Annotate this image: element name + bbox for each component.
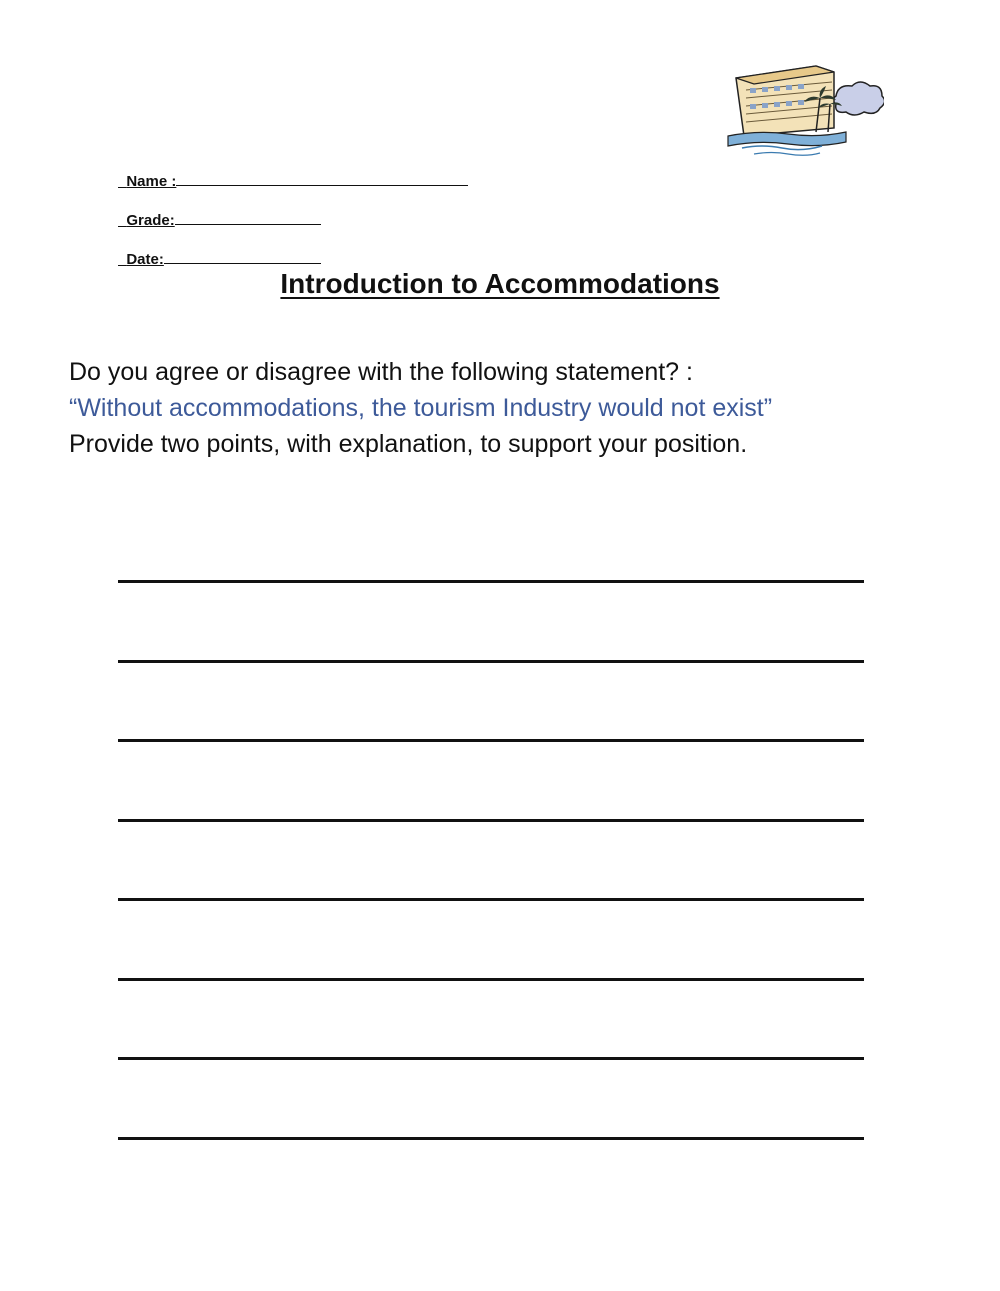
name-field	[118, 154, 468, 190]
date-blank[interactable]	[164, 249, 321, 264]
date-field	[118, 232, 321, 268]
prompt-quote: “Without accommodations, the tourism Industry would not exist”	[69, 394, 773, 422]
hotel-building-icon	[724, 58, 884, 158]
grade-label: Grade:	[126, 212, 175, 229]
grade-blank[interactable]	[175, 210, 321, 225]
answer-line[interactable]	[118, 660, 864, 663]
answer-line[interactable]	[118, 580, 864, 583]
grade-field	[118, 193, 321, 229]
name-blank[interactable]	[176, 171, 468, 186]
answer-line[interactable]	[118, 819, 864, 822]
answer-line[interactable]	[118, 978, 864, 981]
prompt-question: Do you agree or disagree with the following statement? :	[69, 358, 693, 386]
prompt-instruction: Provide two points, with explanation, to support your position.	[69, 430, 748, 458]
answer-line[interactable]	[118, 739, 864, 742]
page-title: Introduction to Accommodations	[280, 268, 720, 299]
date-label: Date:	[126, 251, 164, 268]
answer-line[interactable]	[118, 1057, 864, 1060]
answer-line[interactable]	[118, 1137, 864, 1140]
name-label: Name :	[126, 173, 177, 190]
answer-line[interactable]	[118, 898, 864, 901]
prompt-block	[69, 354, 949, 462]
